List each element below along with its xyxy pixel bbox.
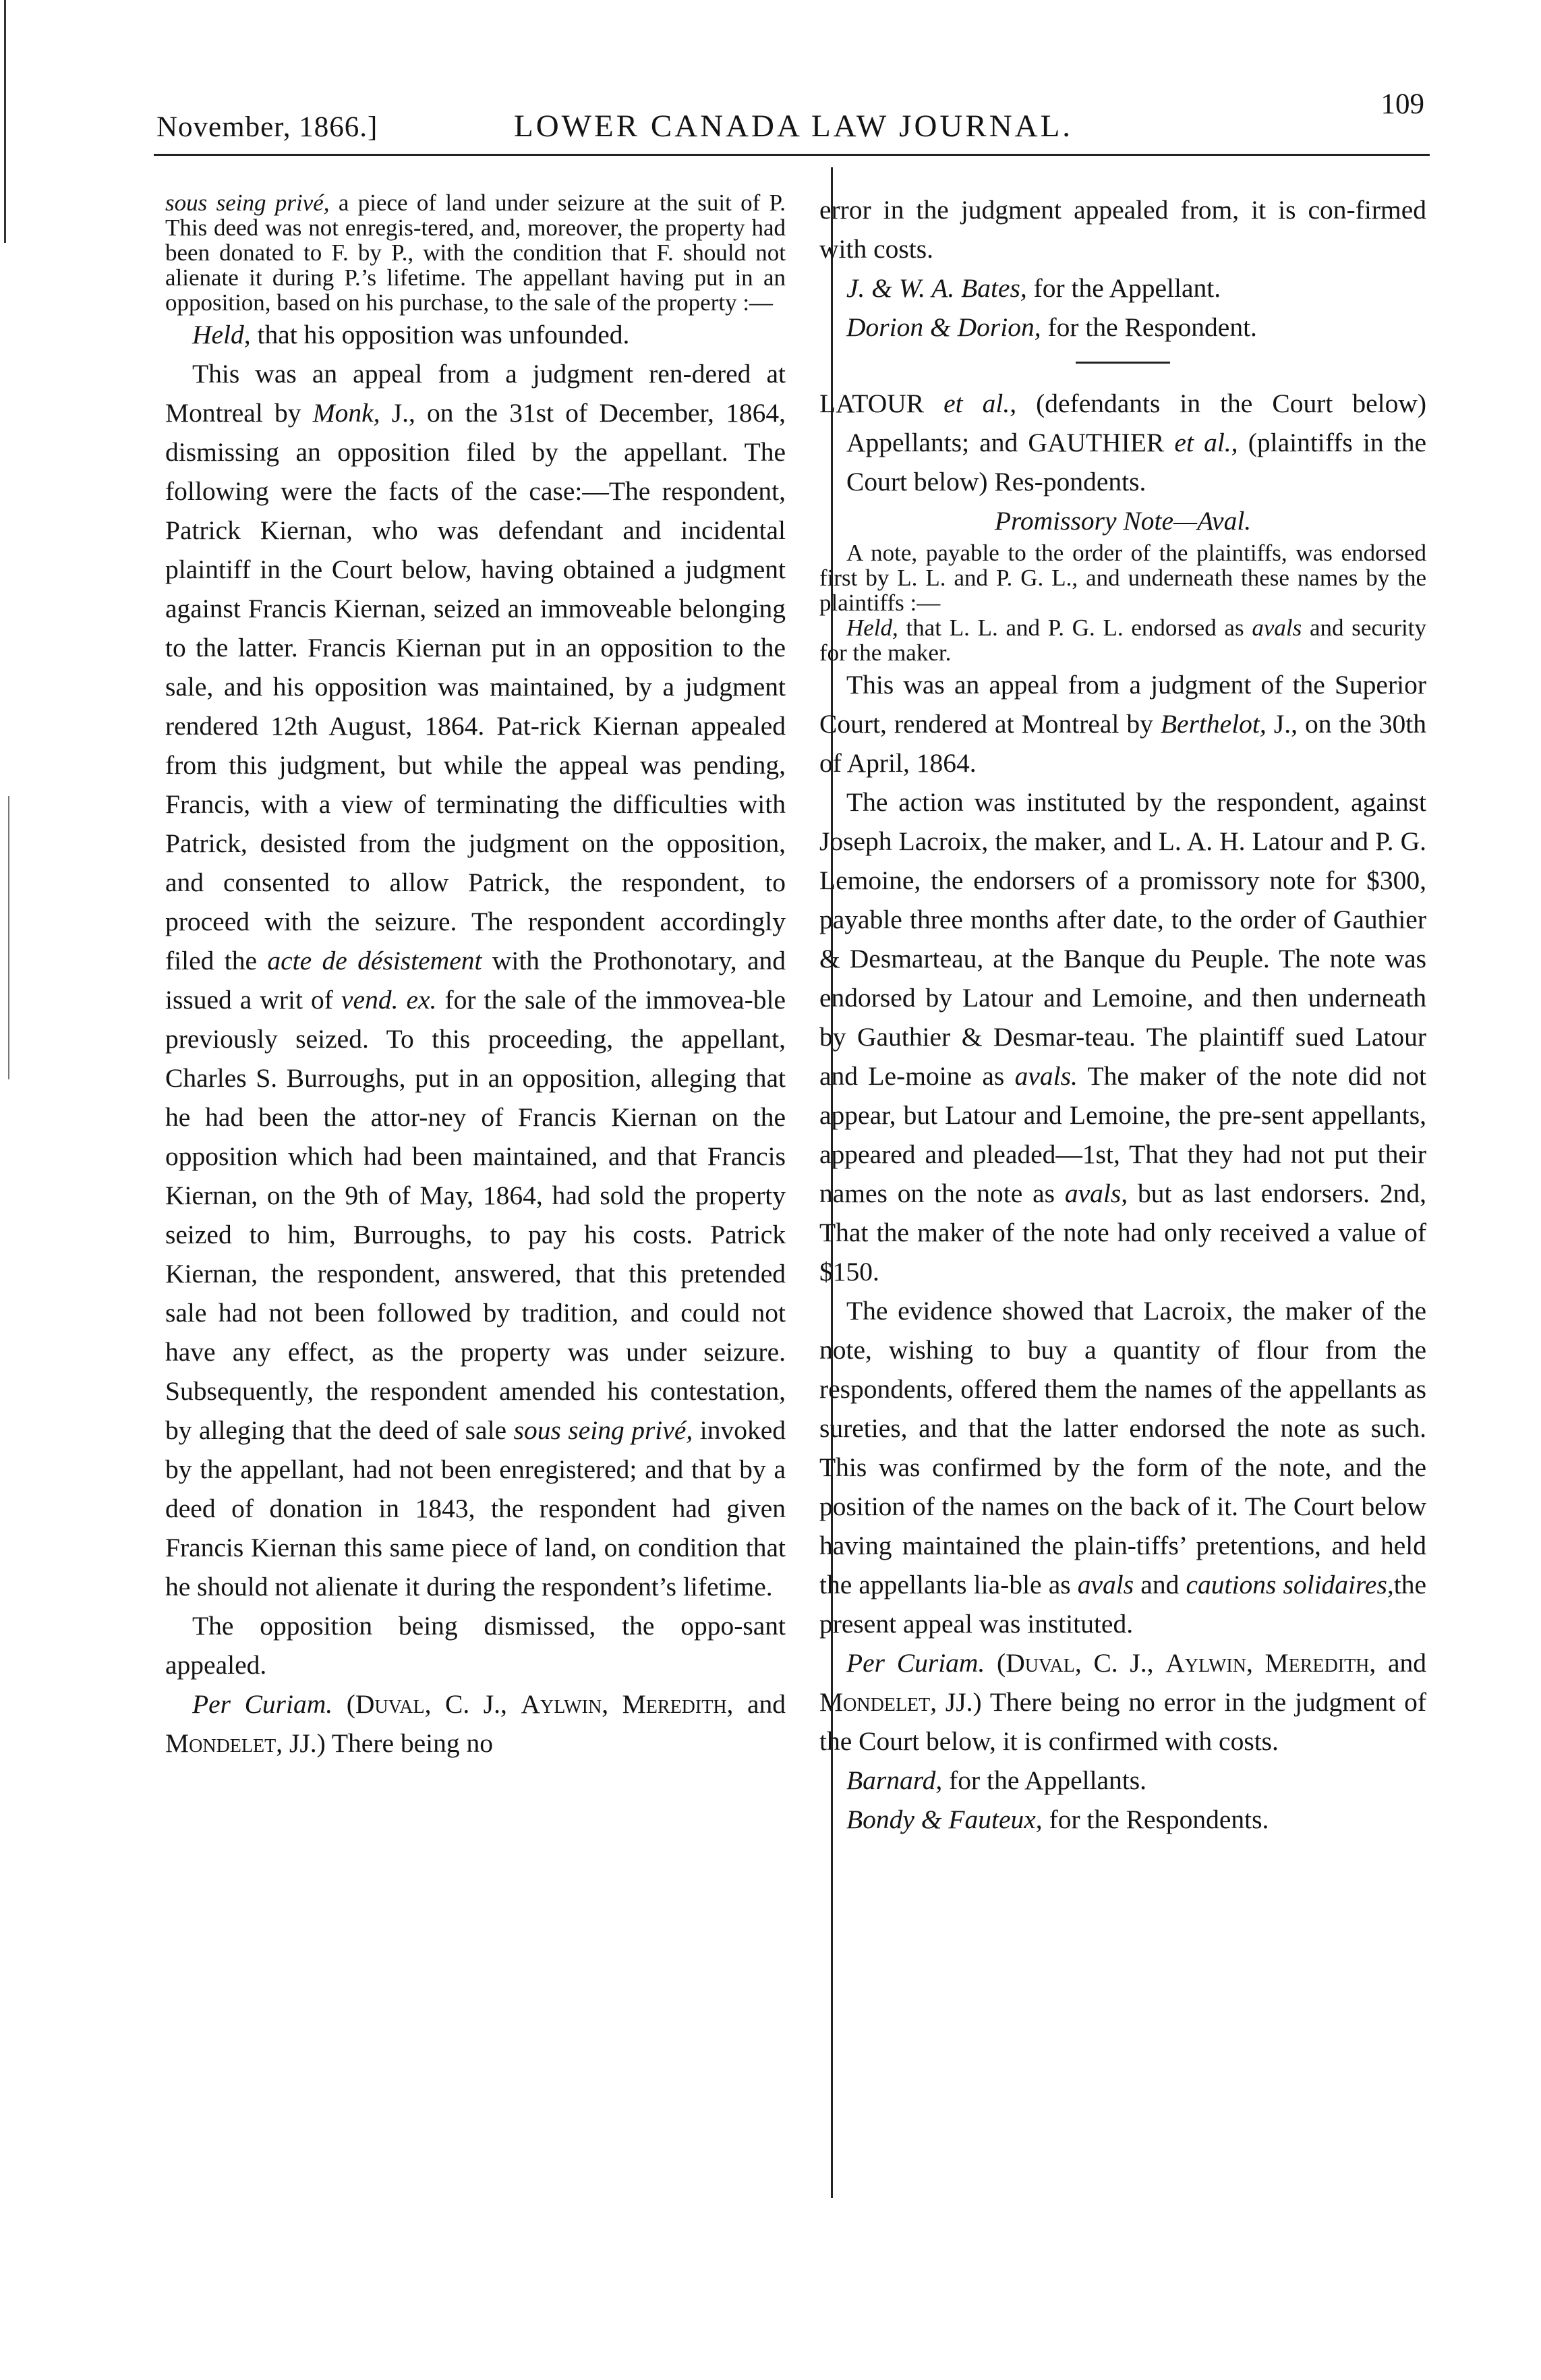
body-text: The maker of the note did not appear, but Latour and Lemoine, the pre-sent appellants, appeared and pleaded—1st, That they had not put their names on the note as — [819, 1061, 1426, 1208]
counsel-role: for the Respondents. — [1042, 1805, 1269, 1834]
body-text: The evidence showed that Lacroix, the maker of the note, wishing to buy a quantity of flour from the respondents, offered them the names of the appellants as sureties, and that the latter endorsed the note as such. This was confirmed by the form of the note, and the position of the names on the back of it. The Court below having maintained the plain-tiffs’ pretentions, and held the appellants lia-ble as — [819, 1296, 1426, 1599]
per-curiam-label: Per Curiam. — [192, 1689, 333, 1719]
italic-term: avals — [1077, 1570, 1134, 1599]
right-column — [819, 190, 1426, 1839]
scan-edge-mark — [4, 0, 6, 243]
judge-name: Aylwin — [1165, 1648, 1246, 1678]
body-text: , and — [726, 1689, 786, 1719]
body-text: , — [1246, 1648, 1265, 1678]
journal-title: LOWER CANADA LAW JOURNAL. — [514, 109, 1074, 144]
body-text: , JJ.) There being no — [276, 1728, 493, 1758]
body-paragraph — [819, 1291, 1426, 1643]
italic-term: sous seing privé, — [513, 1415, 693, 1445]
counsel-line — [819, 1761, 1426, 1800]
body-text: with the Prothonotary, and issued a writ of — [165, 946, 786, 1015]
body-text: ( — [332, 1689, 355, 1719]
italic-term: avals, — [1064, 1179, 1128, 1208]
page-number: 109 — [1380, 88, 1424, 120]
body-text: This was an appeal from a judgment of the Superior Court, rendered at Montreal by — [819, 670, 1426, 739]
party-role: (plaintiffs in the Court below) Res-pondents. — [846, 428, 1426, 497]
per-curiam-paragraph — [819, 1643, 1426, 1761]
italic-term: avals — [1252, 615, 1302, 641]
counsel-line — [819, 308, 1426, 347]
judge-name: Berthelot, — [1160, 709, 1267, 739]
judge-name: Meredith — [1264, 1648, 1370, 1678]
held-paragraph — [819, 615, 1426, 665]
headnote-text: a piece of land under seizure at the suit of P. This deed was not enregis-tered, and, moreover, the property had been donated to F. by P., with the condition that F. should not alienate it during P.’s lifetime. The appellant having put in an opposition, based on his purchase, to the sale of the property :— — [165, 190, 786, 316]
body-text: ( — [985, 1648, 1006, 1678]
italic-term: vend. ex. — [341, 985, 437, 1015]
headnote-italic: sous seing privé, — [165, 190, 330, 216]
body-text: for the sale of the immovea-ble previously seized. To this proceeding, the appellant, Charles S. Burroughs, put in an opposition, alleging that he had been the attor-ney of Francis Kiernan on the opposition which had been maintained, and that Francis Kiernan, on the 9th of May, 1864, had sold the property seized to him, Burroughs, to pay his costs. Patrick Kiernan, the respondent, answered, that this pretended sale had not been followed by tradition, and could not have any effect, as the property was under seizure. Subsequently, the respondent amended his contestation, by alleging that the deed of sale — [165, 985, 786, 1445]
issue-date: November, 1866.] — [156, 111, 378, 143]
left-column — [165, 190, 786, 1763]
body-text: , — [602, 1689, 622, 1719]
held-paragraph — [165, 315, 786, 354]
counsel-name: Bondy & Fauteux, — [846, 1805, 1043, 1834]
subject-text: Promissory Note—Aval. — [994, 506, 1252, 536]
body-paragraph — [165, 354, 786, 1606]
body-text: , and — [1369, 1648, 1427, 1678]
held-label: Held, — [846, 615, 898, 641]
held-text: that L. L. and P. G. L. endorsed as — [898, 615, 1252, 641]
italic-term: et al., — [1174, 428, 1238, 457]
counsel-role: for the Appellants. — [942, 1765, 1147, 1795]
continuation-paragraph: error in the judgment appealed from, it is con-firmed with costs. — [819, 195, 1426, 264]
counsel-line — [819, 1800, 1426, 1839]
judge-name: Mondelet — [819, 1687, 931, 1717]
header-rule — [154, 154, 1430, 156]
judge-name: Monk, — [312, 398, 380, 428]
body-text: and — [1134, 1570, 1186, 1599]
case-subject — [819, 501, 1426, 540]
body-paragraph: The opposition being dismissed, the oppo-sant appealed. — [165, 1611, 786, 1680]
judge-name: Duval — [1006, 1648, 1075, 1678]
body-text: J., on the 30th of April, 1864. — [819, 709, 1426, 778]
italic-term: et al., — [943, 389, 1017, 418]
counsel-name: Dorion & Dorion, — [846, 312, 1041, 342]
judge-name: Duval — [355, 1689, 425, 1719]
held-text: that his opposition was unfounded. — [250, 320, 630, 349]
judge-name: Meredith — [622, 1689, 727, 1719]
counsel-role: for the Respondent. — [1041, 312, 1257, 342]
per-curiam-paragraph — [165, 1684, 786, 1763]
italic-term: acte de désistement — [267, 946, 482, 975]
body-text: invoked by the appellant, had not been enregistered; and that by a deed of donation in 1843, the respondent had given Francis Kiernan this same piece of land, on condition that he should not alienate it during the respondent’s lifetime. — [165, 1415, 786, 1602]
per-curiam-label: Per Curiam. — [846, 1648, 985, 1678]
party-name: (defendants in the Court below) Appellants; and GAUTHIER — [846, 389, 1427, 457]
body-text: , JJ.) There being no error in the judgment of the Court below, it is confirmed with costs. — [819, 1687, 1426, 1756]
body-text: , C. J., — [424, 1689, 521, 1719]
judge-name: Mondelet — [165, 1728, 277, 1758]
scan-edge-mark — [8, 796, 9, 1079]
body-text: J., on the 31st of December, 1864, dismissing an opposition filed by the appellant. The following were the facts of the case:—The respondent, Patrick Kiernan, who was defendant and incidental plaintiff in the Court below, having obtained a judgment against Francis Kiernan, seized an immoveable belonging to the latter. Francis Kiernan put in an opposition to the sale, and his opposition was maintained, by a judgment rendered 12th August, 1864. Pat-rick Kiernan appealed from this judgment, but while the appeal was pending, Francis, with a view of terminating the difficulties with Patrick, desisted from the judgment on the opposition, and consented to allow Patrick, the respondent, to proceed with the seizure. The respondent accordingly filed the — [165, 398, 786, 975]
body-text: The action was instituted by the respondent, against Joseph Lacroix, the maker, and L. A. H. Latour and P. G. Lemoine, the endorsers of a promissory note for $300, payable three months after date, to the order of Gauthier & Desmarteau, at the Banque du Peuple. The note was endorsed by Latour and Lemoine, and then underneath by Gauthier & Desmar-teau. The plaintiff sued Latour and Le-moine as — [819, 787, 1426, 1091]
party-name: LATOUR — [819, 389, 944, 418]
italic-term: avals. — [1014, 1061, 1078, 1091]
body-text: , C. J., — [1074, 1648, 1166, 1678]
held-label: Held, — [192, 320, 251, 349]
case-title — [819, 384, 1426, 501]
held-text: and security for the maker. — [819, 615, 1426, 666]
counsel-name: Barnard, — [846, 1765, 943, 1795]
counsel-role: for the Appellant. — [1026, 273, 1221, 303]
running-head — [156, 88, 1424, 148]
headnote: A note, payable to the order of the plaintiffs, was endorsed first by L. L. and P. G. L., and underneath these names by the plaintiffs :— — [819, 540, 1426, 616]
body-paragraph — [819, 783, 1426, 1291]
body-text: This was an appeal from a judgment ren-dered at Montreal by — [165, 359, 786, 428]
body-text: but as last endorsers. 2nd, That the maker of the note had only received a value of $150. — [819, 1179, 1426, 1286]
italic-term: cautions solidaires, — [1186, 1570, 1394, 1599]
body-paragraph — [819, 665, 1426, 783]
headnote-continuation — [165, 190, 786, 315]
counsel-name: J. & W. A. Bates, — [846, 273, 1027, 303]
counsel-line — [819, 268, 1426, 308]
judge-name: Aylwin — [521, 1689, 602, 1719]
case-separator-rule — [1076, 362, 1170, 364]
body-text: the present appeal was instituted. — [819, 1570, 1426, 1639]
